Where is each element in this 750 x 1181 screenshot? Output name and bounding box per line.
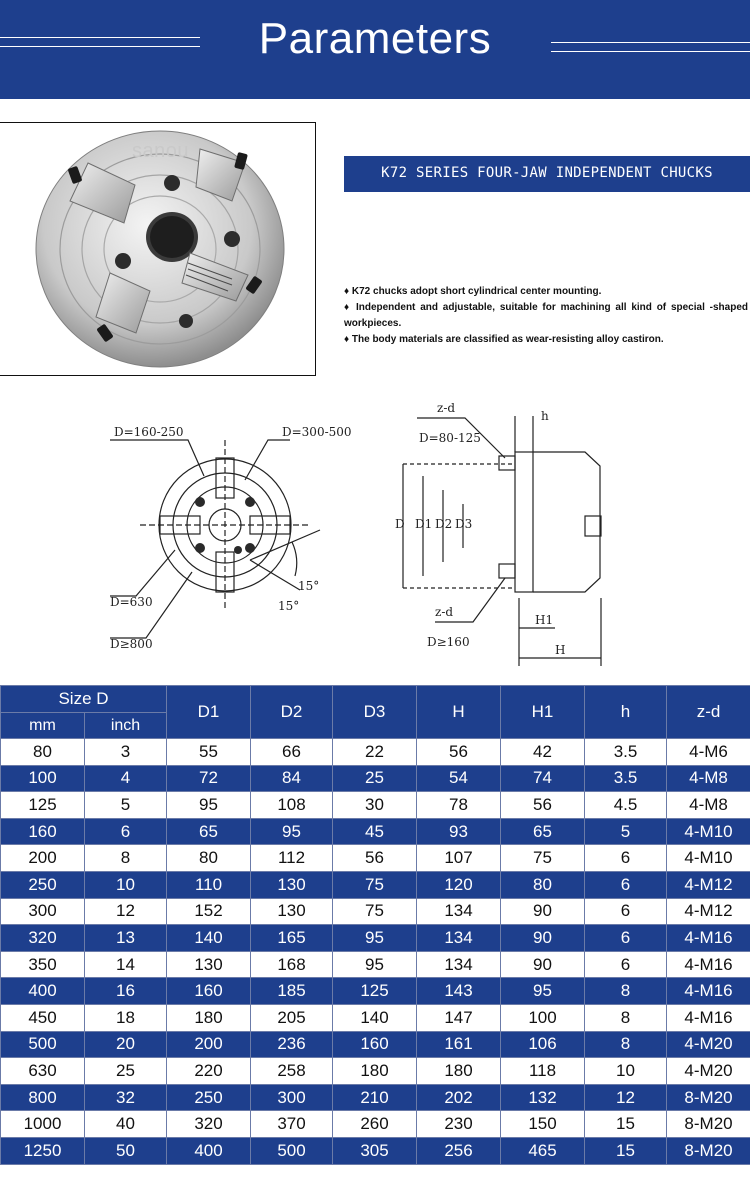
- table-cell: 6: [585, 845, 667, 872]
- table-cell: 75: [501, 845, 585, 872]
- table-cell: 12: [585, 1084, 667, 1111]
- table-row: [1, 845, 750, 872]
- table-row: [1, 792, 750, 819]
- table-cell: 6: [585, 925, 667, 952]
- table-cell: 4-M6: [667, 739, 750, 766]
- table-cell: 4-M8: [667, 765, 750, 792]
- table-cell: 132: [501, 1084, 585, 1111]
- page-header: [0, 0, 750, 99]
- table-cell: 4-M16: [667, 951, 750, 978]
- table-row: [1, 1111, 750, 1138]
- table-cell: 8-M20: [667, 1084, 750, 1111]
- table-cell: 6: [585, 871, 667, 898]
- table-cell: 12: [85, 898, 167, 925]
- table-cell: 152: [167, 898, 251, 925]
- table-cell: 4-M8: [667, 792, 750, 819]
- table-cell: 236: [251, 1031, 333, 1058]
- table-cell: 8: [585, 1031, 667, 1058]
- table-cell: 84: [251, 765, 333, 792]
- table-cell: 160: [167, 978, 251, 1005]
- table-cell: 202: [417, 1084, 501, 1111]
- table-cell: 10: [585, 1058, 667, 1085]
- table-cell: 18: [85, 1004, 167, 1031]
- label-d-300-500: D=300-500: [282, 425, 352, 439]
- table-row: [1, 898, 750, 925]
- table-cell: 14: [85, 951, 167, 978]
- table-cell: 147: [417, 1004, 501, 1031]
- table-cell: 256: [417, 1137, 501, 1164]
- table-cell: 8: [585, 1004, 667, 1031]
- feature-list: [344, 284, 748, 348]
- header-d1: D1: [167, 686, 251, 739]
- table-cell: 8-M20: [667, 1137, 750, 1164]
- table-cell: 20: [85, 1031, 167, 1058]
- table-cell: 93: [417, 818, 501, 845]
- table-cell: 15: [585, 1111, 667, 1138]
- table-cell: 75: [333, 898, 417, 925]
- table-cell: 160: [1, 818, 85, 845]
- table-cell: 205: [251, 1004, 333, 1031]
- table-cell: 95: [167, 792, 251, 819]
- header-inch: inch: [85, 713, 167, 739]
- table-row: [1, 871, 750, 898]
- front-view-drawing: [100, 400, 360, 660]
- table-cell: 50: [85, 1137, 167, 1164]
- label-d-630: D=630: [110, 595, 153, 609]
- label-zd-top: z-d: [437, 401, 456, 415]
- table-cell: 230: [417, 1111, 501, 1138]
- table-cell: 4-M12: [667, 898, 750, 925]
- table-cell: 300: [1, 898, 85, 925]
- table-cell: 100: [501, 1004, 585, 1031]
- table-cell: 130: [167, 951, 251, 978]
- table-row: [1, 1031, 750, 1058]
- table-cell: 56: [333, 845, 417, 872]
- table-cell: 90: [501, 951, 585, 978]
- table-cell: 6: [585, 951, 667, 978]
- table-cell: 8: [585, 978, 667, 1005]
- angle-label: 15°: [298, 579, 320, 593]
- table-cell: 320: [1, 925, 85, 952]
- table-cell: 4-M16: [667, 978, 750, 1005]
- header-d3: D3: [333, 686, 417, 739]
- table-cell: 4-M10: [667, 845, 750, 872]
- table-cell: 210: [333, 1084, 417, 1111]
- table-cell: 4.5: [585, 792, 667, 819]
- table-row: [1, 1058, 750, 1085]
- table-cell: 258: [251, 1058, 333, 1085]
- table-cell: 3: [85, 739, 167, 766]
- table-cell: 6: [85, 818, 167, 845]
- table-cell: 4-M20: [667, 1058, 750, 1085]
- table-cell: 140: [333, 1004, 417, 1031]
- table-row: [1, 818, 750, 845]
- page-title: Parameters: [258, 14, 492, 63]
- table-row: [1, 925, 750, 952]
- table-cell: 4-M16: [667, 1004, 750, 1031]
- table-cell: 220: [167, 1058, 251, 1085]
- table-cell: 75: [333, 871, 417, 898]
- table-cell: 56: [501, 792, 585, 819]
- table-cell: 13: [85, 925, 167, 952]
- table-cell: 130: [251, 871, 333, 898]
- table-cell: 260: [333, 1111, 417, 1138]
- table-cell: 78: [417, 792, 501, 819]
- table-cell: 3.5: [585, 739, 667, 766]
- label-d-800: D≥800: [110, 637, 153, 651]
- label-dim-D3: D3: [455, 517, 473, 531]
- feature-item: ♦ Independent and adjustable, suitable for machining all kind of special -shaped workpieces.: [344, 302, 748, 329]
- table-cell: 350: [1, 951, 85, 978]
- table-row: [1, 951, 750, 978]
- table-cell: 134: [417, 898, 501, 925]
- label-dim-D1: D1: [415, 517, 433, 531]
- label-h: h: [541, 409, 549, 423]
- feature-item: ♦ K72 chucks adopt short cylindrical center mounting.: [344, 286, 602, 297]
- table-cell: 8-M20: [667, 1111, 750, 1138]
- table-cell: 500: [1, 1031, 85, 1058]
- table-cell: 180: [167, 1004, 251, 1031]
- label-d-160-250: D=160-250: [114, 425, 184, 439]
- table-cell: 500: [251, 1137, 333, 1164]
- table-cell: 80: [1, 739, 85, 766]
- photo-watermark: sanou: [132, 140, 189, 162]
- side-view-drawing: [395, 398, 620, 670]
- table-cell: 161: [417, 1031, 501, 1058]
- table-cell: 185: [251, 978, 333, 1005]
- table-cell: 320: [167, 1111, 251, 1138]
- table-cell: 120: [417, 871, 501, 898]
- table-cell: 630: [1, 1058, 85, 1085]
- table-row: [1, 1137, 750, 1164]
- table-cell: 5: [585, 818, 667, 845]
- table-cell: 6: [585, 898, 667, 925]
- header-mm: mm: [1, 713, 85, 739]
- table-row: [1, 765, 750, 792]
- table-cell: 55: [167, 739, 251, 766]
- table-cell: 108: [251, 792, 333, 819]
- table-cell: 90: [501, 925, 585, 952]
- table-cell: 56: [417, 739, 501, 766]
- table-cell: 4-M10: [667, 818, 750, 845]
- series-banner: [344, 156, 750, 192]
- table-cell: 95: [251, 818, 333, 845]
- table-cell: 25: [85, 1058, 167, 1085]
- table-cell: 400: [1, 978, 85, 1005]
- angle-label: 15°: [278, 599, 300, 613]
- table-cell: 4-M16: [667, 925, 750, 952]
- table-cell: 42: [501, 739, 585, 766]
- table-cell: 8: [85, 845, 167, 872]
- label-zd-bottom: z-d: [435, 605, 454, 619]
- table-cell: 143: [417, 978, 501, 1005]
- table-cell: 180: [333, 1058, 417, 1085]
- table-cell: 106: [501, 1031, 585, 1058]
- label-d-80-125: D=80-125: [419, 431, 481, 445]
- table-cell: 80: [501, 871, 585, 898]
- table-cell: 125: [1, 792, 85, 819]
- table-row: [1, 739, 750, 766]
- table-cell: 1000: [1, 1111, 85, 1138]
- table-cell: 32: [85, 1084, 167, 1111]
- header-H: H: [417, 686, 501, 739]
- feature-item: ♦ The body materials are classified as wear-resisting alloy castiron.: [344, 334, 664, 345]
- table-cell: 250: [1, 871, 85, 898]
- table-cell: 300: [251, 1084, 333, 1111]
- table-cell: 4-M12: [667, 871, 750, 898]
- table-cell: 305: [333, 1137, 417, 1164]
- table-cell: 65: [167, 818, 251, 845]
- table-cell: 134: [417, 951, 501, 978]
- series-title: K72 SERIES FOUR-JAW INDEPENDENT CHUCKS: [381, 165, 713, 181]
- table-row: [1, 978, 750, 1005]
- table-cell: 95: [333, 951, 417, 978]
- table-cell: 370: [251, 1111, 333, 1138]
- table-cell: 200: [167, 1031, 251, 1058]
- table-cell: 40: [85, 1111, 167, 1138]
- label-dim-D2: D2: [435, 517, 453, 531]
- label-dim-D: D: [395, 517, 405, 531]
- label-d-160: D≥160: [427, 635, 470, 649]
- table-cell: 74: [501, 765, 585, 792]
- table-cell: 800: [1, 1084, 85, 1111]
- table-cell: 112: [251, 845, 333, 872]
- table-cell: 134: [417, 925, 501, 952]
- table-cell: 10: [85, 871, 167, 898]
- header-zd: z-d: [667, 686, 750, 739]
- table-cell: 65: [501, 818, 585, 845]
- table-cell: 15: [585, 1137, 667, 1164]
- table-row: [1, 1004, 750, 1031]
- label-H1: H1: [535, 613, 554, 627]
- table-cell: 30: [333, 792, 417, 819]
- table-cell: 110: [167, 871, 251, 898]
- table-cell: 95: [333, 925, 417, 952]
- table-row: [1, 1084, 750, 1111]
- table-cell: 22: [333, 739, 417, 766]
- header-h: h: [585, 686, 667, 739]
- table-cell: 150: [501, 1111, 585, 1138]
- table-cell: 130: [251, 898, 333, 925]
- table-cell: 25: [333, 765, 417, 792]
- table-cell: 16: [85, 978, 167, 1005]
- table-cell: 100: [1, 765, 85, 792]
- table-cell: 450: [1, 1004, 85, 1031]
- table-cell: 160: [333, 1031, 417, 1058]
- table-cell: 95: [501, 978, 585, 1005]
- table-cell: 200: [1, 845, 85, 872]
- spec-table: [0, 685, 750, 1165]
- table-cell: 66: [251, 739, 333, 766]
- header-size: Size D: [1, 686, 167, 713]
- table-cell: 1250: [1, 1137, 85, 1164]
- table-cell: 107: [417, 845, 501, 872]
- table-cell: 168: [251, 951, 333, 978]
- table-cell: 465: [501, 1137, 585, 1164]
- table-cell: 45: [333, 818, 417, 845]
- header-d2: D2: [251, 686, 333, 739]
- table-cell: 90: [501, 898, 585, 925]
- table-cell: 4: [85, 765, 167, 792]
- label-H: H: [555, 643, 566, 657]
- table-cell: 140: [167, 925, 251, 952]
- table-cell: 118: [501, 1058, 585, 1085]
- table-cell: 80: [167, 845, 251, 872]
- table-cell: 180: [417, 1058, 501, 1085]
- table-cell: 250: [167, 1084, 251, 1111]
- spec-table-body: [1, 739, 750, 1165]
- table-cell: 54: [417, 765, 501, 792]
- table-cell: 165: [251, 925, 333, 952]
- table-cell: 72: [167, 765, 251, 792]
- table-cell: 400: [167, 1137, 251, 1164]
- table-cell: 5: [85, 792, 167, 819]
- header-H1: H1: [501, 686, 585, 739]
- table-cell: 125: [333, 978, 417, 1005]
- table-cell: 3.5: [585, 765, 667, 792]
- table-cell: 4-M20: [667, 1031, 750, 1058]
